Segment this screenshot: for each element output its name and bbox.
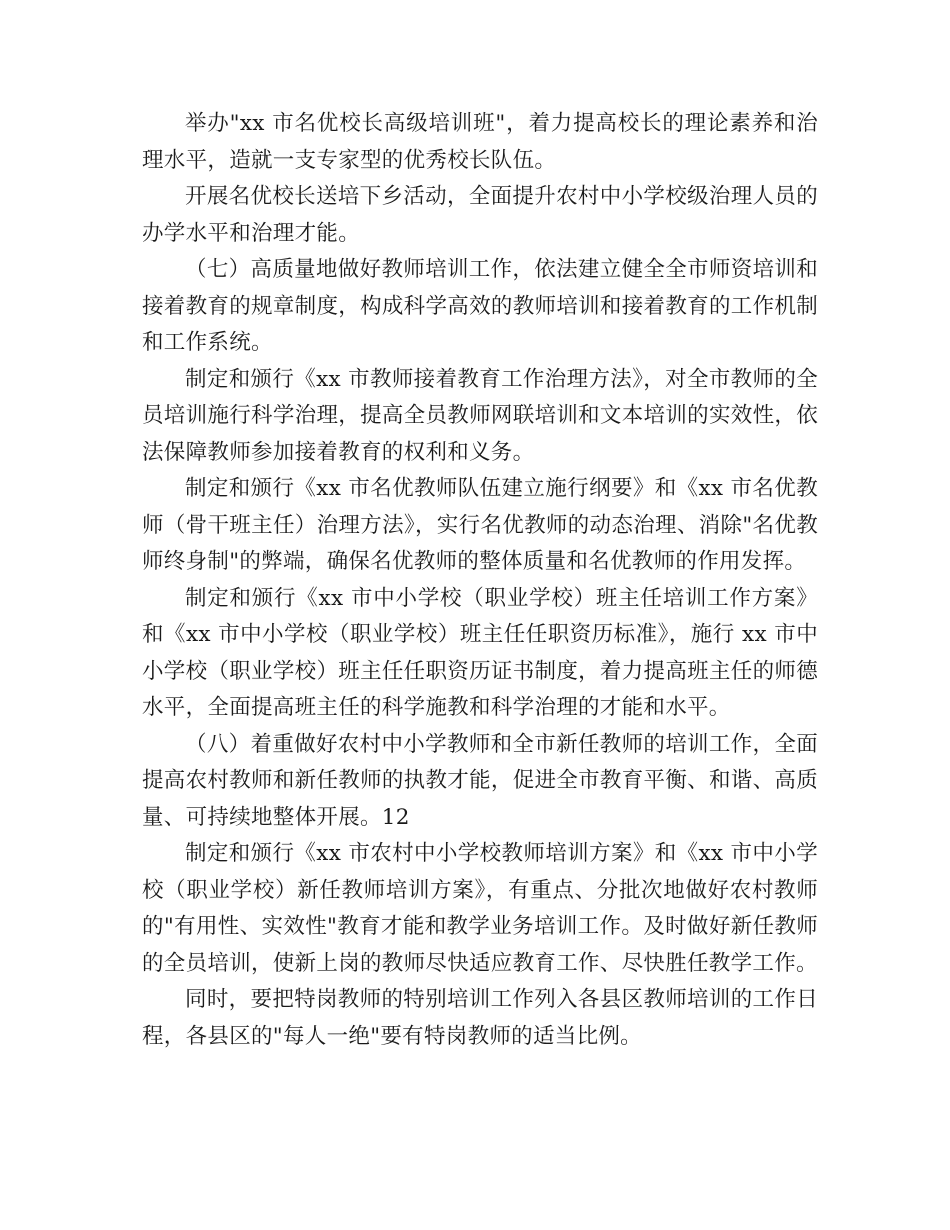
paragraph-teacher-team-outline: 制定和颁行《xx 市名优教师队伍建立施行纲要》和《xx 市名优教师（骨干班主任）治理方法》，实行名优教师的动态治理、消除"名优教师终身制"的弊端，确保名优教师的整体质量和名优教师的作用发挥。	[142, 476, 818, 574]
paragraph-continuing-education-method: 制定和颁行《xx 市教师接着教育工作治理方法》，对全市教师的全员培训施行科学治理，提高全员教师网联培训和文本培训的实效性，依法保障教师参加接着教育的权利和义务。	[142, 366, 818, 465]
paragraph-section-seven: （七）高质量地做好教师培训工作，依法建立健全全市师资培训和接着教育的规章制度，构成科学高效的教师培训和接着教育的工作机制和工作系统。	[142, 257, 818, 355]
paragraph-head-teacher-plan: 制定和颁行《xx 市中小学校（职业学校）班主任培训工作方案》和《xx 市中小学校（职业学校）班主任任职资历标准》，施行 xx 市中小学校（职业学校）班主任任职资历证书制度，着力提高班主任的师德水平，全面提高班主任的科学施教和科学治理的才能和水平。	[142, 585, 818, 720]
paragraph-principal-rural-activity: 开展名优校长送培下乡活动，全面提升农村中小学校级治理人员的办学水平和治理才能。	[142, 184, 818, 246]
paragraph-principal-training-class: 举办"xx 市名优校长高级培训班"，着力提高校长的理论素养和治理水平，造就一支专家型的优秀校长队伍。	[142, 111, 818, 173]
paragraph-rural-teacher-plan: 制定和颁行《xx 市农村中小学校教师培训方案》和《xx 市中小学校（职业学校）新任教师培训方案》，有重点、分批次地做好农村教师的"有用性、实效性"教育才能和教学业务培训工作。及时做好新任教师的全员培训，使新上岗的教师尽快适应教育工作、尽快胜任教学工作。	[142, 841, 818, 976]
paragraph-section-eight: （八）着重做好农村中小学教师和全市新任教师的培训工作，全面提高农村教师和新任教师的执教才能，促进全市教育平衡、和谐、高质量、可持续地整体开展。12	[142, 731, 818, 830]
paragraph-special-post-teachers: 同时，要把特岗教师的特别培训工作列入各县区教师培训的工作日程，各县区的"每人一绝"要有特岗教师的适当比例。	[142, 987, 818, 1049]
document-body	[142, 106, 818, 1055]
